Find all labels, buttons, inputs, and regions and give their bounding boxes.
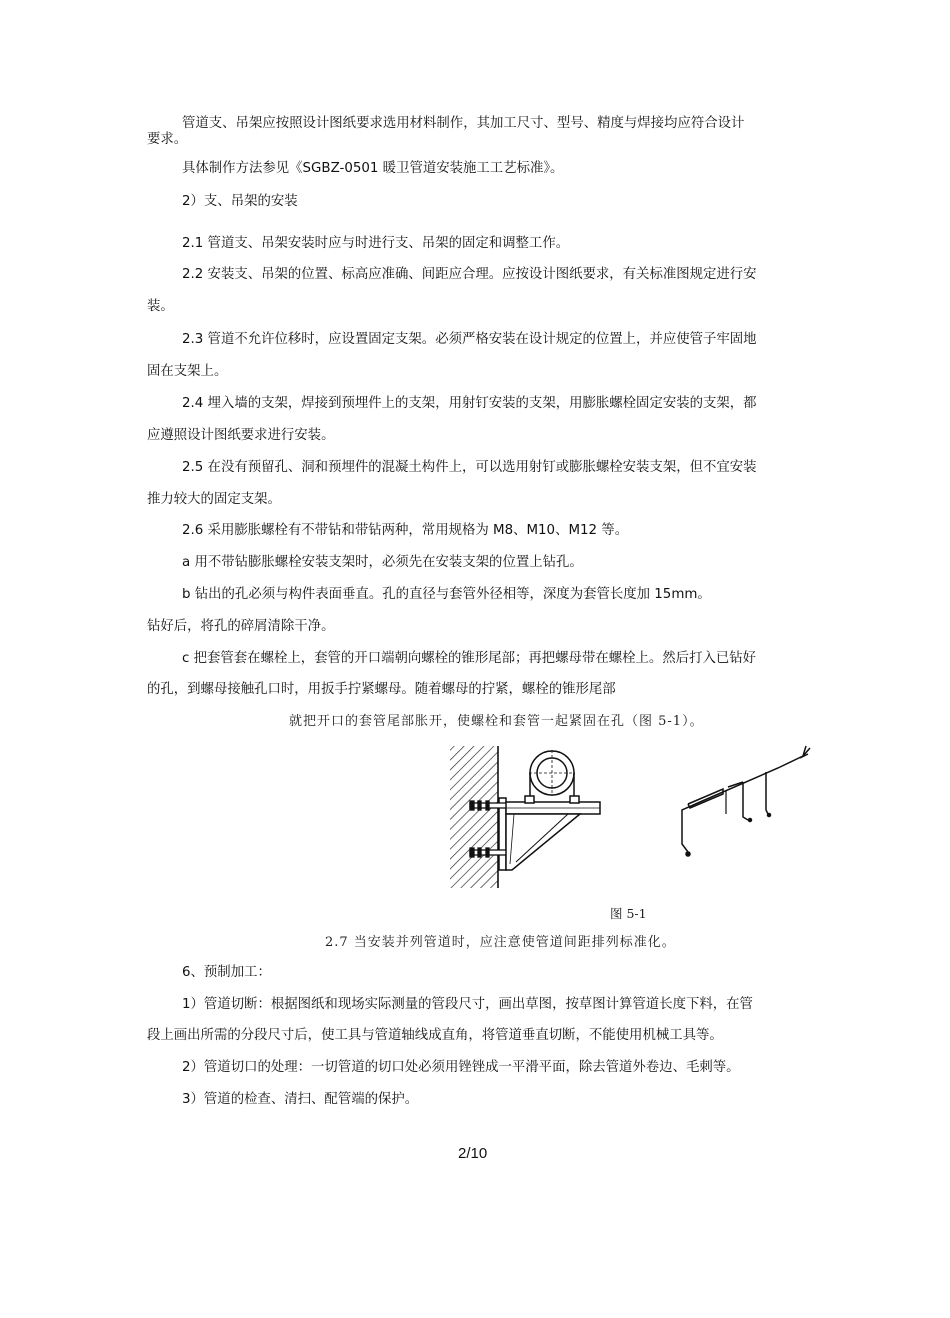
para-c-line-1: c 把套管套在螺栓上，套管的开口端朝向螺栓的锥形尾部；再把螺母带在螺栓上。然后打入已钻好 [182,651,757,666]
para-prefab-1-line-1: 1）管道切断：根据图纸和现场实际测量的管段尺寸，画出草图，按草图计算管道长度下料，在管 [182,997,753,1012]
para-2-5-line-2: 推力较大的固定支架。 [147,492,281,507]
para-2-3-line-2: 固在支架上。 [147,364,228,379]
section-heading-prefab: 6、预制加工： [182,965,271,980]
para-1-line-2: 要求。 [147,132,188,147]
para-prefab-1-line-2: 段上画出所需的分段尺寸后，使工具与管道轴线成直角，将管道垂直切断，不能使用机械工具等。 [147,1028,723,1043]
para-2-3-line-1: 2.3 管道不允许位移时，应设置固定支架。必须严格安装在设计规定的位置上，并应使管子牢固地 [182,332,757,347]
page-number: 2/10 [458,1145,488,1162]
para-b-line-2: 钻好后，将孔的碎屑清除干净。 [147,619,335,634]
para-2-7: 2.7 当安装并列管道时，应注意使管道间距排列标准化。 [325,935,676,950]
base-plate [499,798,506,870]
para-2-4-line-1: 2.4 埋入墙的支架，焊接到预埋件上的支架，用射钉安装的支架，用膨胀螺栓固定安装的支架，都 [182,396,757,411]
figure-caption: 图 5-1 [610,906,647,921]
para-b-line-1: b 钻出的孔必须与构件表面垂直。孔的直径与套管外径相等，深度为套管长度加 15mm。 [182,587,711,602]
section-heading-install: 2）支、吊架的安装 [182,194,298,209]
figure-bracket-illustration [440,740,610,892]
para-a: a 用不带钻膨胀螺栓安装支架时，必须先在安装支架的位置上钻孔。 [182,555,583,570]
para-prefab-3: 3）管道的检查、清扫、配管端的保护。 [182,1092,419,1107]
para-2-6: 2.6 采用膨胀螺栓有不带钻和带钻两种，常用规格为 M8、M10、M12 等。 [182,523,629,538]
wall-hatching [450,746,498,888]
para-2-2-line-2: 装。 [147,299,174,314]
para-1-line-1: 管道支、吊架应按照设计图纸要求选用材料制作，其加工尺寸、型号、精度与焊接均应符合设计 [182,116,745,131]
para-c-line-2: 的孔，到螺母接触孔口时，用扳手拧紧螺母。随着螺母的拧紧，螺栓的锥形尾部 [147,682,616,697]
para-prefab-2: 2）管道切口的处理：一切管道的切口处必须用锉锉成一平滑平面，除去管道外卷边、毛刺等。 [182,1060,740,1075]
figure-wire-bracket-illustration [668,742,813,864]
para-2-4-line-2: 应遵照设计图纸要求进行安装。 [147,428,335,443]
para-2-1: 2.1 管道支、吊架安装时应与时进行支、吊架的固定和调整工作。 [182,236,570,251]
para-2-2-line-1: 2.2 安装支、吊架的位置、标高应准确、间距应合理。应按设计图纸要求，有关标准图规定进行安 [182,267,757,282]
para-c-continued: 就把开口的套管尾部胀开，使螺栓和套管一起紧固在孔（图 5-1）。 [289,714,704,729]
para-2-5-line-1: 2.5 在没有预留孔、洞和预埋件的混凝土构件上，可以选用射钉或膨胀螺栓安装支架，但不宜安装 [182,460,757,475]
pipe-with-u-bolt [525,750,579,803]
para-2: 具体制作方法参见《SGBZ-0501 暖卫管道安装施工工艺标准》。 [182,161,564,176]
